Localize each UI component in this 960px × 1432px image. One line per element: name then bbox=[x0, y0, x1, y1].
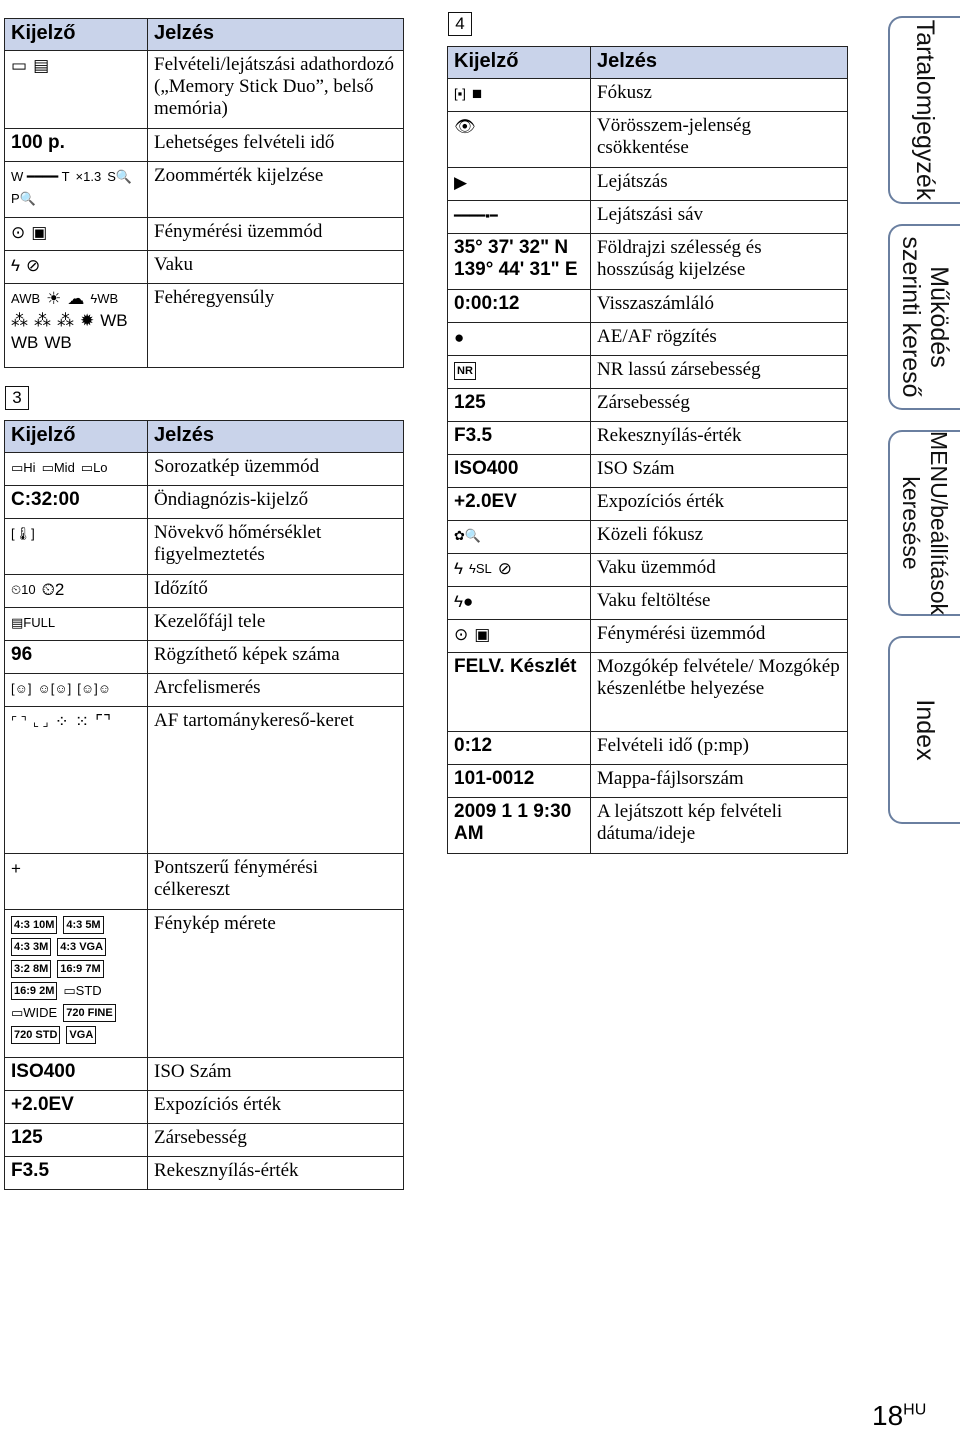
indicator-icon: ☁ bbox=[67, 288, 85, 308]
meaning-cell: Rekesznyílás-érték bbox=[148, 1157, 404, 1190]
indicator-icon: 16:9 2M bbox=[11, 982, 57, 1000]
indicator-icon: ▶ bbox=[454, 172, 468, 192]
meaning-cell: AF tartománykereső-keret bbox=[148, 707, 404, 854]
table-row bbox=[448, 732, 848, 765]
table-row bbox=[5, 575, 404, 608]
display-cell bbox=[5, 575, 148, 608]
table-row bbox=[5, 641, 404, 674]
indicator-icon: ⏲2 bbox=[41, 579, 65, 599]
indicator-icon: AWB bbox=[11, 290, 41, 306]
meaning-cell: Lejátszási sáv bbox=[591, 201, 848, 234]
table-row bbox=[5, 486, 404, 519]
indicator-icon: ⏲10 bbox=[11, 581, 36, 597]
display-cell bbox=[5, 162, 148, 218]
meaning-cell: NR lassú zársebesség bbox=[591, 356, 848, 389]
meaning-cell: Expozíciós érték bbox=[591, 488, 848, 521]
table-row bbox=[448, 554, 848, 587]
section-number-4: 4 bbox=[448, 12, 472, 36]
table-row bbox=[5, 674, 404, 707]
meaning-cell: Mozgókép felvétele/ Mozgókép készenlétbe helyezése bbox=[591, 653, 848, 732]
display-cell bbox=[448, 79, 591, 112]
page-number-value: 18 bbox=[872, 1400, 904, 1431]
display-cell bbox=[448, 112, 591, 168]
indicator-icon: ⁘ bbox=[54, 711, 69, 731]
meaning-cell: Vaku bbox=[148, 251, 404, 284]
display-cell bbox=[448, 323, 591, 356]
meaning-cell: Expozíciós érték bbox=[148, 1091, 404, 1124]
display-cell bbox=[5, 674, 148, 707]
meaning-cell: Pontszerű fénymérési célkereszt bbox=[148, 854, 404, 910]
display-cell bbox=[5, 51, 148, 129]
display-cell bbox=[5, 453, 148, 486]
display-cell: C:32:00 bbox=[5, 486, 148, 519]
meaning-cell: Vörösszem-jelenség csökkentése bbox=[591, 112, 848, 168]
display-cell: FELV. Készlét bbox=[448, 653, 591, 732]
indicator-icon: ⁙ bbox=[74, 711, 90, 731]
col-header-display: Kijelző bbox=[5, 19, 148, 51]
indicator-icon: ϟWB bbox=[90, 290, 119, 306]
table-row bbox=[448, 234, 848, 290]
tab-menu-settings-search[interactable] bbox=[888, 430, 960, 616]
indicator-icon: 👁 bbox=[454, 116, 476, 136]
indicator-icon: ☺[☺] bbox=[37, 680, 72, 696]
display-cell: 125 bbox=[448, 389, 591, 422]
tab-label-line2: szerinti kereső bbox=[897, 236, 925, 398]
table-row bbox=[448, 422, 848, 455]
tab-label-line2: keresése bbox=[898, 476, 924, 570]
indicator-icon: ■ bbox=[471, 83, 483, 103]
indicator-icon: 4:3 VGA bbox=[57, 938, 106, 956]
display-cell bbox=[5, 910, 148, 1058]
table-row bbox=[448, 112, 848, 168]
table-row bbox=[448, 798, 848, 854]
display-cell bbox=[5, 218, 148, 251]
indicator-table-1 bbox=[4, 18, 404, 368]
table-row bbox=[448, 201, 848, 234]
meaning-cell: Felvételi idő (p:mp) bbox=[591, 732, 848, 765]
table-row bbox=[5, 1091, 404, 1124]
table-row bbox=[5, 910, 404, 1058]
display-cell: F3.5 bbox=[448, 422, 591, 455]
meaning-cell: Zársebesség bbox=[591, 389, 848, 422]
meaning-cell: Felvételi/lejátszási adathordozó („Memory Stick Duo”, belső memória) bbox=[148, 51, 404, 129]
table-header bbox=[5, 421, 404, 453]
display-cell bbox=[448, 356, 591, 389]
indicator-icon: P🔍 bbox=[11, 190, 36, 206]
tab-index[interactable] bbox=[888, 636, 960, 824]
display-cell bbox=[448, 168, 591, 201]
table-row bbox=[448, 488, 848, 521]
display-cell: +2.0EV bbox=[5, 1091, 148, 1124]
display-cell bbox=[5, 284, 148, 368]
display-cell: 100 p. bbox=[5, 129, 148, 162]
table-row bbox=[5, 162, 404, 218]
table-header bbox=[448, 47, 848, 79]
indicator-icon: ☀ bbox=[46, 288, 62, 308]
table-row bbox=[5, 707, 404, 854]
table-header bbox=[5, 19, 404, 51]
table-row bbox=[5, 608, 404, 641]
indicator-table-2 bbox=[4, 420, 404, 1190]
meaning-cell: Fénykép mérete bbox=[148, 910, 404, 1058]
table-row bbox=[5, 129, 404, 162]
table-row bbox=[5, 51, 404, 129]
tab-label: Index bbox=[911, 699, 939, 761]
meaning-cell: Közeli fókusz bbox=[591, 521, 848, 554]
display-cell bbox=[5, 251, 148, 284]
meaning-cell: Vaku feltöltése bbox=[591, 587, 848, 620]
meaning-cell: A lejátszott kép felvételi dátuma/ideje bbox=[591, 798, 848, 854]
meaning-cell: Fókusz bbox=[591, 79, 848, 112]
display-cell: ISO400 bbox=[5, 1058, 148, 1091]
tab-label bbox=[897, 431, 953, 615]
table-row bbox=[448, 587, 848, 620]
table-row bbox=[448, 356, 848, 389]
display-cell: ISO400 bbox=[448, 455, 591, 488]
meaning-cell: Időzítő bbox=[148, 575, 404, 608]
table-row bbox=[5, 1157, 404, 1190]
meaning-cell: Rekesznyílás-érték bbox=[591, 422, 848, 455]
display-cell: +2.0EV bbox=[448, 488, 591, 521]
table-row bbox=[448, 653, 848, 732]
indicator-icon: [☺]☺ bbox=[77, 680, 112, 696]
indicator-icon: ×1.3 bbox=[75, 168, 102, 184]
tab-table-of-contents[interactable] bbox=[888, 16, 960, 204]
indicator-icon: W ━━━━ T bbox=[11, 168, 70, 184]
indicator-icon: ⁂ bbox=[57, 310, 74, 330]
display-cell bbox=[448, 201, 591, 234]
indicator-icon: ✿🔍 bbox=[454, 527, 482, 543]
meaning-cell: Visszaszámláló bbox=[591, 290, 848, 323]
indicator-icon: WB bbox=[100, 310, 128, 330]
indicator-table-3 bbox=[447, 46, 848, 854]
display-cell: 35° 37' 32" N 139° 44' 31" E bbox=[448, 234, 591, 290]
indicator-icon: 720 FINE bbox=[63, 1004, 115, 1022]
table-row bbox=[5, 1124, 404, 1157]
table-row bbox=[448, 168, 848, 201]
meaning-cell: ISO Szám bbox=[148, 1058, 404, 1091]
table-row bbox=[448, 79, 848, 112]
meaning-cell: Lehetséges felvételi idő bbox=[148, 129, 404, 162]
meaning-cell: Rögzíthető képek száma bbox=[148, 641, 404, 674]
table-row bbox=[448, 323, 848, 356]
page-language: HU bbox=[903, 1401, 927, 1419]
meaning-cell: Vaku üzemmód bbox=[591, 554, 848, 587]
meaning-cell: Kezelőfájl tele bbox=[148, 608, 404, 641]
meaning-cell: Fehéregyensúly bbox=[148, 284, 404, 368]
table-row bbox=[5, 519, 404, 575]
meaning-cell: Zársebesség bbox=[148, 1124, 404, 1157]
indicator-icon: ⊙ bbox=[454, 624, 469, 644]
display-cell bbox=[448, 620, 591, 653]
display-cell bbox=[448, 554, 591, 587]
display-cell bbox=[5, 854, 148, 910]
meaning-cell: Zoommérték kijelzése bbox=[148, 162, 404, 218]
indicator-icon: ▣ bbox=[31, 222, 48, 242]
indicator-icon: ▭Mid bbox=[41, 459, 75, 475]
indicator-icon: ▣ bbox=[474, 624, 491, 644]
table-row bbox=[448, 290, 848, 323]
meaning-cell: Lejátszás bbox=[591, 168, 848, 201]
indicator-icon: ▤ bbox=[33, 55, 50, 75]
indicator-icon: ⁂ bbox=[34, 310, 51, 330]
indicator-icon: ⊙ bbox=[11, 222, 26, 242]
indicator-icon: ϟ● bbox=[454, 591, 474, 611]
indicator-icon: ⌞ ⌟ bbox=[32, 713, 49, 729]
indicator-icon: ⌜ ⌝ bbox=[11, 713, 27, 729]
indicator-icon: ▭WIDE bbox=[11, 1004, 58, 1020]
indicator-icon: 16:9 7M bbox=[57, 960, 103, 978]
display-cell: 2009 1 1 9:30 AM bbox=[448, 798, 591, 854]
indicator-icon: ⌜⌝ bbox=[95, 711, 112, 731]
table-row bbox=[5, 854, 404, 910]
table-row bbox=[5, 453, 404, 486]
display-cell: F3.5 bbox=[5, 1157, 148, 1190]
display-cell: 101-0012 bbox=[448, 765, 591, 798]
indicator-icon: [▪] bbox=[454, 85, 466, 101]
meaning-cell: Arcfelismerés bbox=[148, 674, 404, 707]
indicator-icon: ϟ bbox=[11, 255, 20, 275]
meaning-cell: Öndiagnózis-kijelző bbox=[148, 486, 404, 519]
meaning-cell: Fénymérési üzemmód bbox=[591, 620, 848, 653]
indicator-icon: ● bbox=[454, 327, 465, 347]
meaning-cell: Sorozatkép üzemmód bbox=[148, 453, 404, 486]
indicator-icon: ▭Hi bbox=[11, 459, 36, 475]
indicator-icon: ⁂ bbox=[11, 310, 28, 330]
display-cell: 0:00:12 bbox=[448, 290, 591, 323]
indicator-icon: + bbox=[11, 858, 21, 878]
col-header-meaning: Jelzés bbox=[591, 47, 848, 79]
page-number bbox=[872, 1400, 926, 1432]
meaning-cell: ISO Szám bbox=[591, 455, 848, 488]
tab-operation-search[interactable] bbox=[888, 224, 960, 410]
indicator-icon: ▭Lo bbox=[80, 459, 108, 475]
section-number-3: 3 bbox=[5, 386, 29, 410]
indicator-icon: 4:3 5M bbox=[63, 916, 103, 934]
display-cell bbox=[5, 519, 148, 575]
indicator-icon: 4:3 3M bbox=[11, 938, 51, 956]
display-cell: 96 bbox=[5, 641, 148, 674]
meaning-cell: Növekvő hőmérséklet figyelmeztetés bbox=[148, 519, 404, 575]
col-header-meaning: Jelzés bbox=[148, 19, 404, 51]
table-row bbox=[448, 765, 848, 798]
display-cell: 125 bbox=[5, 1124, 148, 1157]
col-header-meaning: Jelzés bbox=[148, 421, 404, 453]
col-header-display: Kijelző bbox=[5, 421, 148, 453]
display-cell: 0:12 bbox=[448, 732, 591, 765]
indicator-icon: WB bbox=[44, 332, 72, 352]
tab-label-line1: Működés bbox=[925, 266, 953, 368]
display-cell bbox=[5, 707, 148, 854]
indicator-icon: ▤FULL bbox=[11, 614, 56, 630]
indicator-icon: 4:3 10M bbox=[11, 916, 57, 934]
table-row bbox=[5, 284, 404, 368]
indicator-icon: ϟ bbox=[454, 558, 463, 578]
table-row bbox=[448, 389, 848, 422]
indicator-icon: [☺] bbox=[11, 680, 32, 696]
tab-label-line1: MENU/beállítások bbox=[926, 430, 952, 616]
indicator-icon: ━━━━▪━ bbox=[454, 207, 498, 223]
indicator-icon: ⊘ bbox=[497, 558, 513, 578]
col-header-display: Kijelző bbox=[448, 47, 591, 79]
indicator-icon: ▭STD bbox=[63, 982, 102, 998]
table-row bbox=[5, 251, 404, 284]
meaning-cell: Földrajzi szélesség és hosszúság kijelzése bbox=[591, 234, 848, 290]
display-cell bbox=[448, 521, 591, 554]
tab-label bbox=[897, 236, 953, 397]
meaning-cell: Mappa-fájlsorszám bbox=[591, 765, 848, 798]
indicator-icon: 720 STD bbox=[11, 1026, 60, 1044]
table-row bbox=[448, 620, 848, 653]
table-row bbox=[448, 521, 848, 554]
indicator-icon: ϟSL bbox=[469, 560, 492, 576]
tab-label: Tartalomjegyzék bbox=[911, 19, 939, 201]
indicator-icon: ⊘ bbox=[26, 255, 41, 275]
indicator-icon: ✹ bbox=[80, 310, 95, 330]
indicator-icon: S🔍 bbox=[107, 168, 133, 184]
indicator-icon: ▭ bbox=[11, 55, 28, 75]
display-cell bbox=[448, 587, 591, 620]
indicator-icon: [🌡] bbox=[11, 525, 35, 541]
table-row bbox=[448, 455, 848, 488]
indicator-icon: WB bbox=[11, 332, 39, 352]
indicator-icon: NR bbox=[454, 362, 476, 380]
table-row bbox=[5, 1058, 404, 1091]
meaning-cell: Fénymérési üzemmód bbox=[148, 218, 404, 251]
meaning-cell: AE/AF rögzítés bbox=[591, 323, 848, 356]
indicator-icon: VGA bbox=[66, 1026, 96, 1044]
indicator-icon: 3:2 8M bbox=[11, 960, 51, 978]
table-row bbox=[5, 218, 404, 251]
display-cell bbox=[5, 608, 148, 641]
